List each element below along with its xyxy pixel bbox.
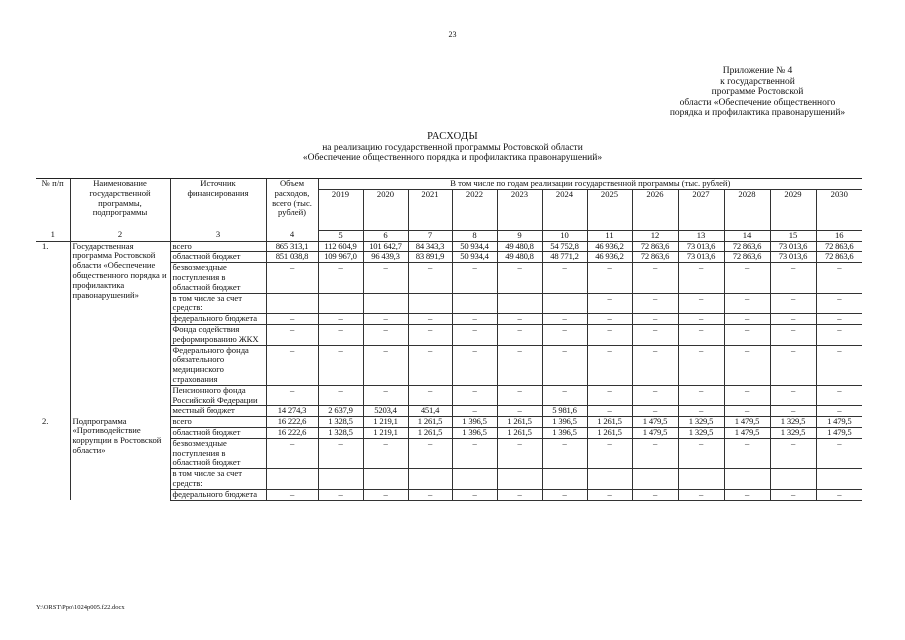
year-value: – [542, 385, 587, 406]
year-value: 1 261,5 [408, 417, 452, 428]
column-number: 11 [587, 230, 632, 241]
year-value: – [363, 263, 408, 293]
year-value: – [632, 293, 678, 314]
year-value: – [363, 345, 408, 385]
year-value: – [632, 406, 678, 417]
total-value: 16 222,6 [266, 427, 318, 438]
year-value: – [678, 406, 724, 417]
year-value: 1 329,5 [770, 417, 816, 428]
year-value: 2 637,9 [318, 406, 363, 417]
year-value: – [632, 314, 678, 325]
year-value: 49 480,8 [497, 252, 542, 263]
year-value: 72 863,6 [632, 252, 678, 263]
year-value: 1 261,5 [497, 427, 542, 438]
year-value: – [497, 314, 542, 325]
column-number: 10 [542, 230, 587, 241]
year-value: 50 934,4 [452, 252, 497, 263]
header-year: 2021 [408, 189, 452, 230]
total-value: – [266, 489, 318, 500]
year-value: 112 604,9 [318, 241, 363, 252]
year-value: – [452, 345, 497, 385]
year-value: 1 219,1 [363, 427, 408, 438]
year-value: – [632, 324, 678, 345]
year-value: – [678, 263, 724, 293]
year-value: – [363, 314, 408, 325]
funding-source: Пенсионного фонда Российской Федерации [170, 385, 266, 406]
year-value: 109 967,0 [318, 252, 363, 263]
year-value: 5203,4 [363, 406, 408, 417]
year-value: – [770, 324, 816, 345]
funding-source: всего [170, 241, 266, 252]
total-value: 14 274,3 [266, 406, 318, 417]
year-value: 73 013,6 [678, 241, 724, 252]
year-value: – [408, 385, 452, 406]
total-value: – [266, 345, 318, 385]
column-number: 6 [363, 230, 408, 241]
program-name: Подпрограмма «Противодействие коррупции в Ростовской области» [70, 417, 170, 500]
appendix-line: программе Ростовской [711, 87, 804, 97]
funding-source: Фонда содействия реформированию ЖКХ [170, 324, 266, 345]
year-value: – [678, 489, 724, 500]
year-value: 451,4 [408, 406, 452, 417]
total-value: – [266, 385, 318, 406]
year-value: – [542, 345, 587, 385]
year-value: 1 328,5 [318, 427, 363, 438]
year-value: – [816, 293, 862, 314]
year-value: 49 480,8 [497, 241, 542, 252]
year-value: – [542, 438, 587, 468]
appendix-line: области «Обеспечение общественного [679, 97, 836, 108]
year-value: – [724, 438, 770, 468]
year-value: – [497, 406, 542, 417]
header-year: 2020 [363, 189, 408, 230]
header-total: Объем расходов, всего (тыс. рублей) [266, 179, 318, 231]
document-subtitle-line: «Обеспечение общественного порядка и профилактика правонарушений» [302, 153, 603, 163]
year-value [452, 293, 497, 314]
year-value: – [587, 385, 632, 406]
year-value: – [497, 263, 542, 293]
total-value: – [266, 314, 318, 325]
document-title-block [0, 132, 905, 164]
header-year: 2030 [816, 189, 862, 230]
year-value: 1 479,5 [816, 427, 862, 438]
column-number: 3 [170, 230, 266, 241]
year-value: – [497, 324, 542, 345]
year-value: – [452, 263, 497, 293]
column-number: 12 [632, 230, 678, 241]
year-value: – [452, 324, 497, 345]
year-value: – [318, 489, 363, 500]
year-value: – [816, 406, 862, 417]
year-value: – [724, 406, 770, 417]
header-year: 2024 [542, 189, 587, 230]
year-value: 72 863,6 [724, 241, 770, 252]
program-name: Государственная программа Ростовской области «Обеспечение общественного порядка и профилактика правонарушений» [70, 241, 170, 417]
year-value: – [770, 385, 816, 406]
year-value: – [363, 324, 408, 345]
year-value: – [408, 345, 452, 385]
year-value: – [632, 345, 678, 385]
year-value: 1 329,5 [678, 417, 724, 428]
header-years-span: В том числе по годам реализации государственной программы (тыс. рублей) [318, 179, 862, 190]
year-value: – [770, 293, 816, 314]
year-value: – [816, 324, 862, 345]
year-value: 1 396,5 [542, 417, 587, 428]
year-value: – [816, 385, 862, 406]
funding-source: областной бюджет [170, 427, 266, 438]
total-value: – [266, 324, 318, 345]
header-year: 2028 [724, 189, 770, 230]
expenses-table [36, 178, 862, 501]
year-value: – [408, 263, 452, 293]
year-value: – [770, 438, 816, 468]
column-number: 7 [408, 230, 452, 241]
year-value: – [452, 314, 497, 325]
total-value: – [266, 438, 318, 468]
header-year: 2026 [632, 189, 678, 230]
year-value: – [497, 385, 542, 406]
year-value: – [632, 385, 678, 406]
total-value: 16 222,6 [266, 417, 318, 428]
column-number: 4 [266, 230, 318, 241]
year-value: 1 219,1 [363, 417, 408, 428]
year-value [408, 469, 452, 490]
year-value: – [587, 314, 632, 325]
page-number: 23 [448, 30, 457, 39]
year-value: – [452, 385, 497, 406]
year-value [678, 469, 724, 490]
row-number: 2. [42, 416, 49, 426]
year-value: – [678, 438, 724, 468]
header-year: 2023 [497, 189, 542, 230]
funding-source: федерального бюджета [170, 314, 266, 325]
year-value: 48 771,2 [542, 252, 587, 263]
column-number: 2 [70, 230, 170, 241]
year-value: 1 329,5 [678, 427, 724, 438]
year-value: 1 479,5 [816, 417, 862, 428]
header-year: 2022 [452, 189, 497, 230]
year-value: – [632, 489, 678, 500]
year-value: 1 329,5 [770, 427, 816, 438]
year-value: – [724, 324, 770, 345]
year-value: – [363, 438, 408, 468]
funding-source: в том числе за счет средств: [170, 293, 266, 314]
year-value: – [452, 438, 497, 468]
year-value: – [632, 263, 678, 293]
year-value: – [587, 293, 632, 314]
year-value: – [816, 438, 862, 468]
year-value: – [363, 385, 408, 406]
year-value: – [724, 263, 770, 293]
appendix-line: порядка и профилактика правонарушений» [669, 108, 846, 118]
row-number: 1. [42, 241, 49, 251]
funding-source: местный бюджет [170, 406, 266, 417]
year-value: – [770, 345, 816, 385]
year-value: – [587, 489, 632, 500]
year-value: – [816, 263, 862, 293]
column-number: 14 [724, 230, 770, 241]
year-value: 101 642,7 [363, 241, 408, 252]
footer-file-path: Y:\ORST\Ppo\1024p005.f22.docx [36, 604, 125, 611]
year-value: 72 863,6 [724, 252, 770, 263]
year-value: 5 981,6 [542, 406, 587, 417]
header-name: Наименование государственной программы, подпрограммы [70, 179, 170, 231]
table-row [36, 417, 862, 428]
year-value: 50 934,4 [452, 241, 497, 252]
year-value: – [587, 263, 632, 293]
year-value: – [724, 345, 770, 385]
year-value: – [678, 385, 724, 406]
year-value: – [497, 438, 542, 468]
year-value: 84 343,3 [408, 241, 452, 252]
year-value: 46 936,2 [587, 241, 632, 252]
year-value: – [587, 345, 632, 385]
document-subtitle-line: на реализацию государственной программы Ростовской области [322, 142, 583, 153]
year-value: 96 439,3 [363, 252, 408, 263]
year-value: – [363, 489, 408, 500]
year-value: – [724, 314, 770, 325]
year-value [363, 469, 408, 490]
funding-source: безвозмездные поступления в областной бюджет [170, 438, 266, 468]
year-value: 83 891,9 [408, 252, 452, 263]
year-value [587, 469, 632, 490]
total-value: 865 313,1 [266, 241, 318, 252]
header-year: 2029 [770, 189, 816, 230]
appendix-line: Приложение № 4 [722, 66, 793, 76]
year-value: – [452, 406, 497, 417]
year-value: – [724, 293, 770, 314]
year-value: – [408, 324, 452, 345]
year-value: 46 936,2 [587, 252, 632, 263]
year-value: – [542, 324, 587, 345]
header-source: Источник финансирования [170, 179, 266, 231]
year-value [632, 469, 678, 490]
year-value: – [678, 293, 724, 314]
year-value: 72 863,6 [816, 252, 862, 263]
year-value: 1 479,5 [724, 427, 770, 438]
appendix-header [640, 66, 875, 119]
year-value [542, 293, 587, 314]
year-value: – [724, 489, 770, 500]
header-num: № п/п [36, 179, 70, 231]
year-value [318, 293, 363, 314]
year-value: 1 396,5 [542, 427, 587, 438]
total-value: – [266, 263, 318, 293]
header-year: 2019 [318, 189, 363, 230]
funding-source: всего [170, 417, 266, 428]
header-year: 2027 [678, 189, 724, 230]
year-value [363, 293, 408, 314]
table-row [36, 241, 862, 252]
year-value: 72 863,6 [816, 241, 862, 252]
year-value: – [587, 324, 632, 345]
year-value: – [678, 345, 724, 385]
total-value: 851 038,8 [266, 252, 318, 263]
year-value: – [816, 345, 862, 385]
column-number: 15 [770, 230, 816, 241]
funding-source: Федерального фонда обязательного медицинского страхования [170, 345, 266, 385]
year-value: – [452, 489, 497, 500]
appendix-line: к государственной [720, 76, 795, 87]
year-value: – [542, 314, 587, 325]
year-value: 1 261,5 [408, 427, 452, 438]
year-value: 1 479,5 [632, 417, 678, 428]
year-value [318, 469, 363, 490]
year-value [542, 469, 587, 490]
year-value: 72 863,6 [632, 241, 678, 252]
year-value: 54 752,8 [542, 241, 587, 252]
document-title: РАСХОДЫ [427, 131, 478, 142]
year-value: – [408, 489, 452, 500]
year-value: 1 479,5 [632, 427, 678, 438]
year-value: – [318, 438, 363, 468]
year-value: – [318, 345, 363, 385]
year-value: 1 328,5 [318, 417, 363, 428]
year-value: 73 013,6 [770, 252, 816, 263]
year-value: 1 261,5 [587, 427, 632, 438]
column-number: 16 [816, 230, 862, 241]
year-value [770, 469, 816, 490]
funding-source: в том числе за счет средств: [170, 469, 266, 490]
year-value: – [318, 324, 363, 345]
total-value [266, 469, 318, 490]
year-value: 73 013,6 [678, 252, 724, 263]
funding-source: федерального бюджета [170, 489, 266, 500]
year-value: – [816, 314, 862, 325]
column-number: 13 [678, 230, 724, 241]
header-year: 2025 [587, 189, 632, 230]
funding-source: областной бюджет [170, 252, 266, 263]
year-value: 73 013,6 [770, 241, 816, 252]
year-value: – [724, 385, 770, 406]
year-value: – [587, 406, 632, 417]
column-number: 8 [452, 230, 497, 241]
year-value: – [408, 438, 452, 468]
year-value [452, 469, 497, 490]
year-value: – [678, 314, 724, 325]
year-value: – [770, 406, 816, 417]
year-value: – [770, 263, 816, 293]
year-value: – [497, 345, 542, 385]
year-value: – [816, 489, 862, 500]
year-value: – [587, 438, 632, 468]
year-value: – [770, 314, 816, 325]
year-value [497, 469, 542, 490]
year-value: – [408, 314, 452, 325]
year-value: 1 261,5 [587, 417, 632, 428]
year-value [497, 293, 542, 314]
funding-source: безвозмездные поступления в областной бюджет [170, 263, 266, 293]
year-value: – [632, 438, 678, 468]
year-value: – [318, 385, 363, 406]
year-value [816, 469, 862, 490]
year-value [408, 293, 452, 314]
column-number: 5 [318, 230, 363, 241]
column-number: 9 [497, 230, 542, 241]
total-value [266, 293, 318, 314]
year-value: – [770, 489, 816, 500]
year-value: – [678, 324, 724, 345]
year-value: – [497, 489, 542, 500]
year-value: 1 396,5 [452, 427, 497, 438]
year-value: – [542, 489, 587, 500]
year-value: 1 396,5 [452, 417, 497, 428]
year-value [724, 469, 770, 490]
year-value: – [318, 263, 363, 293]
column-number: 1 [36, 230, 70, 241]
year-value: – [318, 314, 363, 325]
year-value: 1 261,5 [497, 417, 542, 428]
year-value: 1 479,5 [724, 417, 770, 428]
year-value: – [542, 263, 587, 293]
